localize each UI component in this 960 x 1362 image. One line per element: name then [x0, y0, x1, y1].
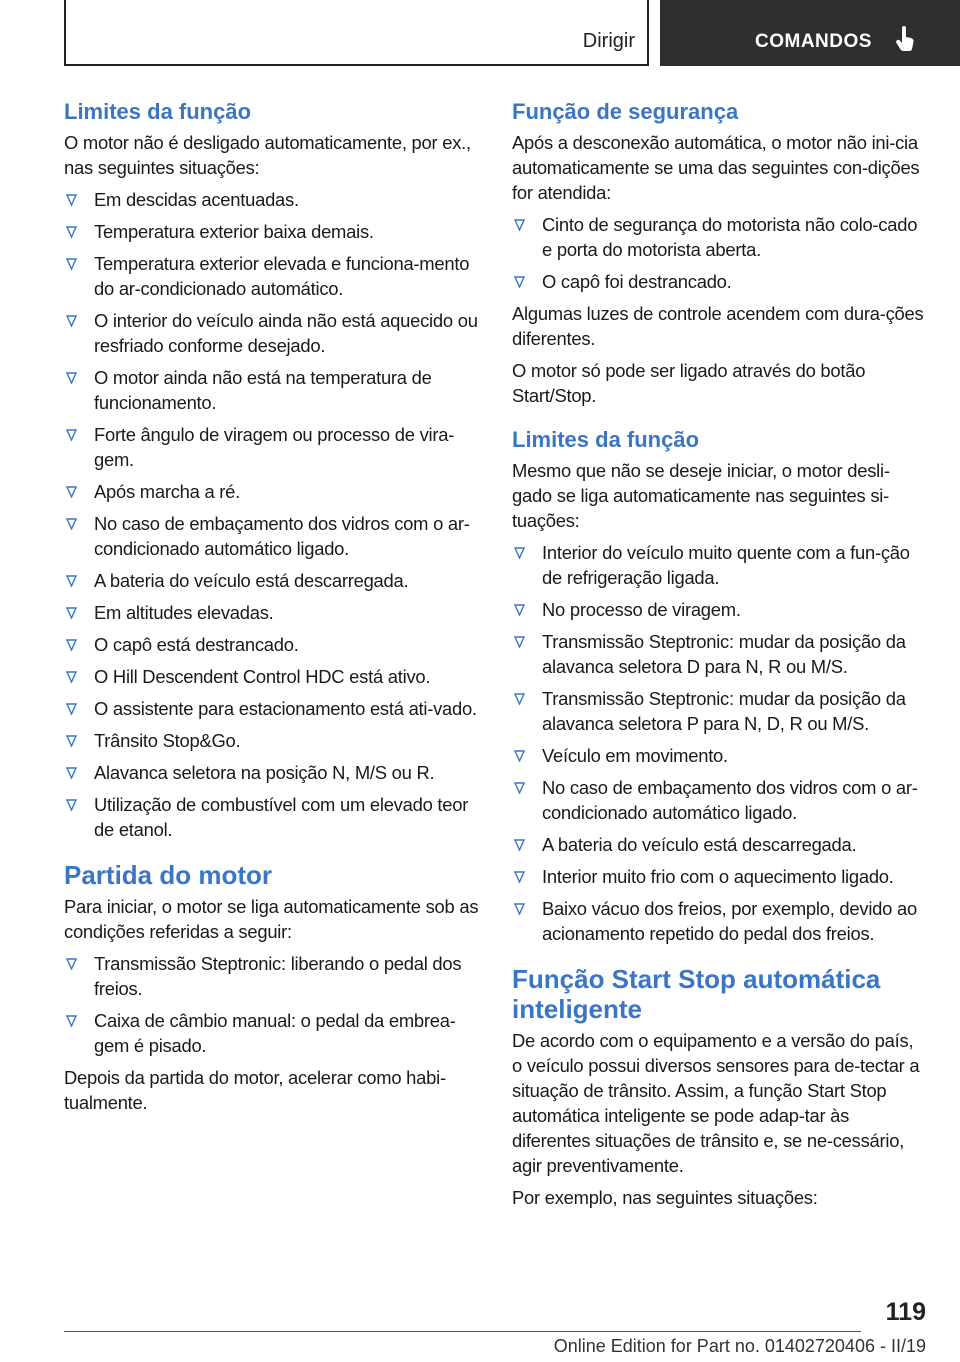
bullet-triangle-icon	[514, 219, 525, 231]
list-item	[64, 568, 482, 593]
pointing-hand-icon	[895, 26, 915, 52]
list-item-text: Temperatura exterior baixa demais.	[94, 221, 374, 242]
list-item-text: Trânsito Stop&Go.	[94, 730, 241, 751]
list-item-text: O Hill Descendent Control HDC está ativo.	[94, 666, 431, 687]
bullet-triangle-icon	[66, 703, 77, 715]
bullet-triangle-icon	[66, 372, 77, 384]
start-intro: Para iniciar, o motor se liga automaticamente sob as condições referidas a seguir:	[64, 896, 479, 942]
bullet-triangle-icon	[66, 226, 77, 238]
list-item	[512, 775, 926, 825]
limits2-list	[512, 540, 926, 946]
list-item-text: Após marcha a ré.	[94, 481, 241, 502]
bullet-triangle-icon	[66, 518, 77, 530]
list-item	[64, 951, 482, 1001]
bullet-triangle-icon	[66, 1015, 77, 1027]
list-item-text: No processo de viragem.	[542, 599, 741, 620]
list-item-text: Caixa de câmbio manual: o pedal da embrea-gem é pisado.	[94, 1010, 456, 1056]
list-item	[64, 308, 482, 358]
safety-p1: Algumas luzes de controle acendem com dura-ções diferentes.	[512, 303, 924, 349]
bullet-triangle-icon	[66, 315, 77, 327]
list-item	[512, 832, 926, 857]
smart-heading: Função Start Stop automática inteligente	[512, 964, 881, 1024]
smart-p2: Por exemplo, nas seguintes situações:	[512, 1187, 818, 1208]
bullet-triangle-icon	[66, 194, 77, 206]
list-item-text: No caso de embaçamento dos vidros com o ar-condicionado automático ligado.	[542, 777, 918, 823]
bullet-triangle-icon	[66, 575, 77, 587]
list-item-text: No caso de embaçamento dos vidros com o ar-condicionado automático ligado.	[94, 513, 470, 559]
bullet-triangle-icon	[66, 958, 77, 970]
list-item	[64, 251, 482, 301]
bullet-triangle-icon	[514, 750, 525, 762]
safety-heading: Função de segurança	[512, 99, 739, 124]
list-item	[64, 1008, 482, 1058]
bullet-triangle-icon	[66, 735, 77, 747]
list-item-text: Transmissão Steptronic: mudar da posição da alavanca seletora P para N, D, R ou M/S.	[542, 688, 906, 734]
list-item-text: Baixo vácuo dos freios, por exemplo, devido ao acionamento repetido do pedal dos freios.	[542, 898, 917, 944]
list-item-text: Temperatura exterior elevada e funciona-mento do ar-condicionado automático.	[94, 253, 470, 299]
bullet-triangle-icon	[66, 486, 77, 498]
list-item	[64, 422, 482, 472]
start-heading: Partida do motor	[64, 860, 273, 890]
bullet-triangle-icon	[66, 258, 77, 270]
list-item-text: O capô foi destrancado.	[542, 271, 732, 292]
list-item-text: O capô está destrancado.	[94, 634, 299, 655]
bullet-triangle-icon	[514, 547, 525, 559]
list-item-text: O motor ainda não está na temperatura de funcionamento.	[94, 367, 432, 413]
list-item	[512, 743, 926, 768]
bullet-triangle-icon	[514, 903, 525, 915]
safety-intro: Após a desconexão automática, o motor não ini-cia automaticamente se uma das seguintes con-dições for atendida:	[512, 132, 920, 203]
list-item-text: Em altitudes elevadas.	[94, 602, 274, 623]
list-item	[512, 597, 926, 622]
list-item-text: O interior do veículo ainda não está aquecido ou resfriado conforme desejado.	[94, 310, 478, 356]
limits-list	[64, 187, 482, 842]
list-item	[512, 864, 926, 889]
bullet-triangle-icon	[514, 604, 525, 616]
list-item	[512, 896, 926, 946]
bullet-triangle-icon	[514, 782, 525, 794]
bullet-triangle-icon	[66, 799, 77, 811]
list-item	[512, 269, 926, 294]
right-column	[512, 98, 926, 1217]
header-chapter-box	[660, 0, 960, 66]
smart-p1: De acordo com o equipamento e a versão do país, o veículo possui diversos sensores para de-tectar a situação de trânsito. Assim, a função Start Stop automática inteligente se pode adap-tar às diferentes situações de trânsito e, se ne-cessário, agir preventivamente.	[512, 1030, 920, 1176]
list-item-text: Em descidas acentuadas.	[94, 189, 299, 210]
list-item	[64, 664, 482, 689]
list-item	[64, 728, 482, 753]
footer-edition: Online Edition for Part no. 01402720406 - II/19	[553, 1336, 926, 1356]
left-column	[64, 98, 482, 1122]
list-item	[512, 629, 926, 679]
list-item	[64, 365, 482, 415]
list-item	[64, 696, 482, 721]
list-item	[64, 219, 482, 244]
footer-divider	[64, 1331, 861, 1332]
list-item-text: Interior do veículo muito quente com a fun-ção de refrigeração ligada.	[542, 542, 910, 588]
bullet-triangle-icon	[514, 693, 525, 705]
list-item	[512, 212, 926, 262]
list-item-text: Utilização de combustível com um elevado teor de etanol.	[94, 794, 469, 840]
list-item-text: Alavanca seletora na posição N, M/S ou R.	[94, 762, 435, 783]
start-list	[64, 951, 482, 1058]
list-item-text: Cinto de segurança do motorista não colo-cado e porta do motorista aberta.	[542, 214, 918, 260]
list-item-text: Transmissão Steptronic: mudar da posição da alavanca seletora D para N, R ou M/S.	[542, 631, 906, 677]
page-number: 119	[885, 1298, 926, 1326]
bullet-triangle-icon	[514, 276, 525, 288]
header-section-label: Dirigir	[582, 30, 635, 52]
list-item	[64, 479, 482, 504]
list-item-text: A bateria do veículo está descarregada.	[94, 570, 409, 591]
safety-p2: O motor só pode ser ligado através do botão Start/Stop.	[512, 360, 866, 406]
header-chapter-label: COMANDOS	[755, 31, 872, 52]
list-item	[64, 511, 482, 561]
list-item-text: O assistente para estacionamento está ati-vado.	[94, 698, 477, 719]
safety-list	[512, 212, 926, 294]
bullet-triangle-icon	[66, 639, 77, 651]
list-item-text: Interior muito frio com o aquecimento ligado.	[542, 866, 894, 887]
bullet-triangle-icon	[514, 839, 525, 851]
list-item-text: Transmissão Steptronic: liberando o pedal dos freios.	[94, 953, 462, 999]
bullet-triangle-icon	[514, 871, 525, 883]
bullet-triangle-icon	[66, 429, 77, 441]
list-item	[512, 540, 926, 590]
list-item	[64, 760, 482, 785]
list-item-text: Forte ângulo de viragem ou processo de vira-gem.	[94, 424, 455, 470]
bullet-triangle-icon	[66, 767, 77, 779]
limits-intro: O motor não é desligado automaticamente, por ex., nas seguintes situações:	[64, 132, 471, 178]
bullet-triangle-icon	[514, 636, 525, 648]
start-outro: Depois da partida do motor, acelerar como habi-tualmente.	[64, 1067, 446, 1113]
limits2-intro: Mesmo que não se deseje iniciar, o motor desli-gado se liga automaticamente nas seguintes si-tuações:	[512, 460, 890, 531]
header-section-box	[64, 0, 649, 66]
list-item-text: A bateria do veículo está descarregada.	[542, 834, 857, 855]
list-item	[64, 632, 482, 657]
bullet-triangle-icon	[66, 671, 77, 683]
limits-heading: Limites da função	[64, 99, 252, 124]
limits2-heading: Limites da função	[512, 427, 700, 452]
bullet-triangle-icon	[66, 607, 77, 619]
list-item	[512, 686, 926, 736]
list-item	[64, 792, 482, 842]
list-item-text: Veículo em movimento.	[542, 745, 728, 766]
list-item	[64, 600, 482, 625]
list-item	[64, 187, 482, 212]
